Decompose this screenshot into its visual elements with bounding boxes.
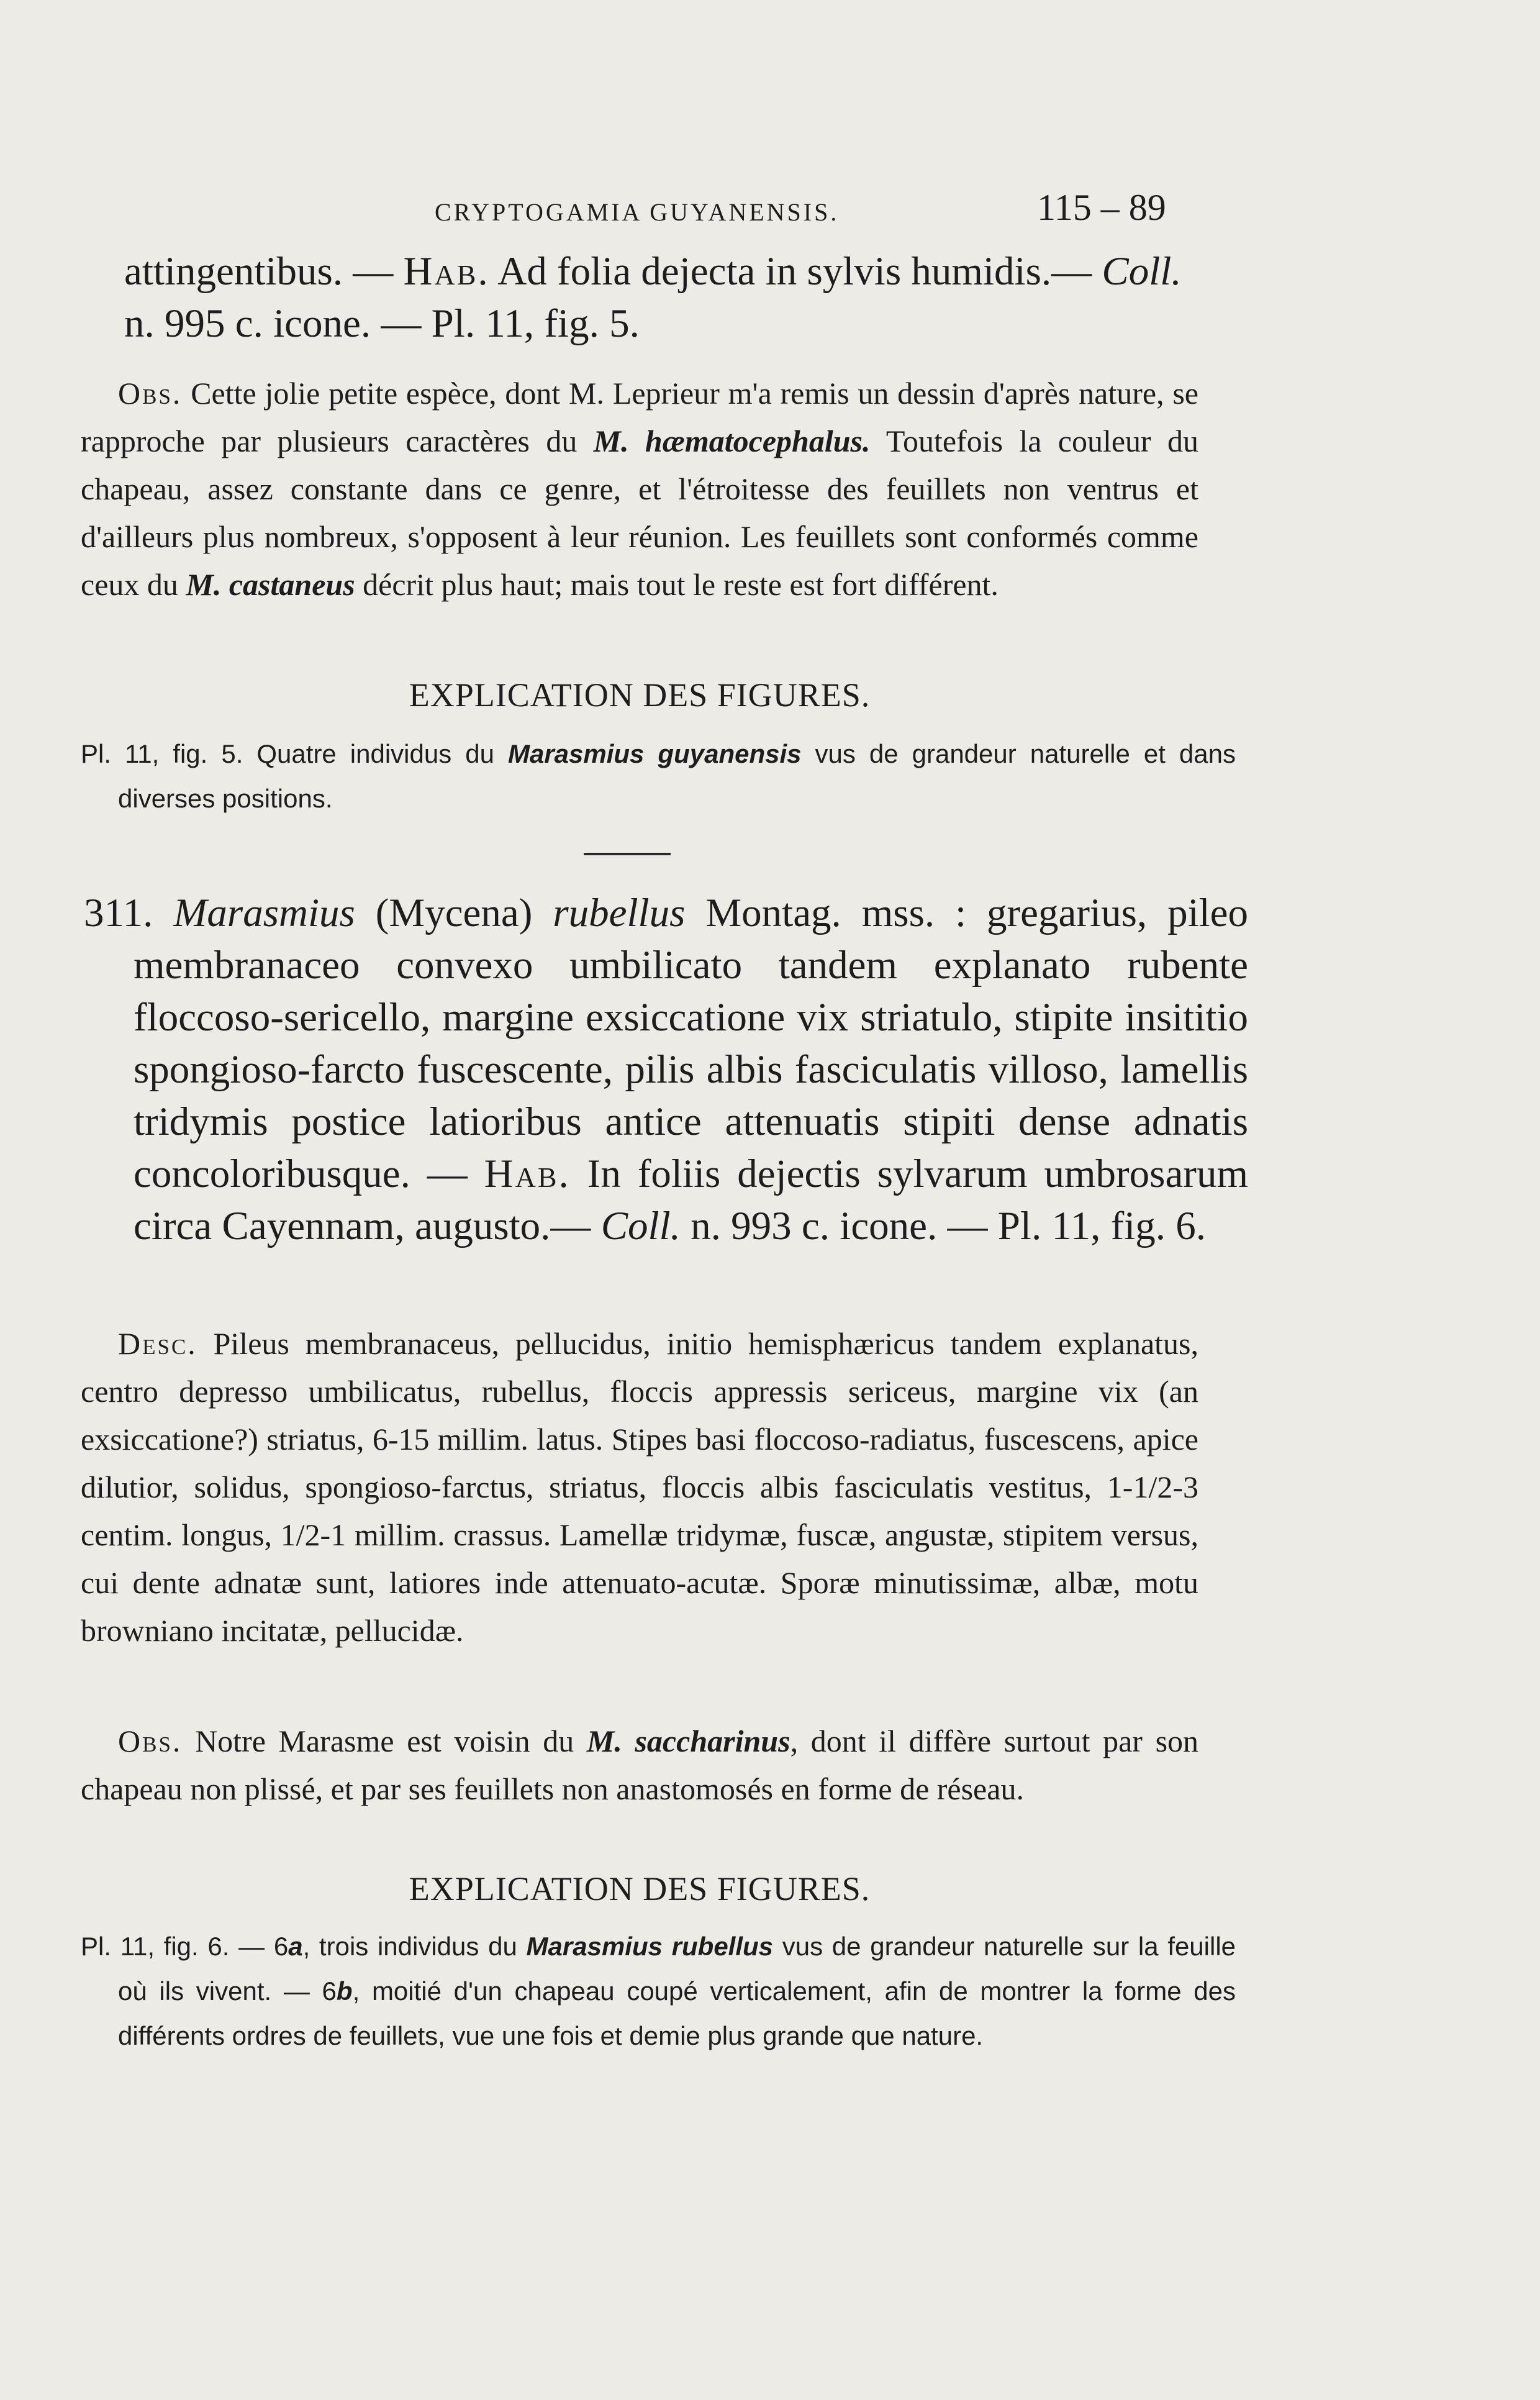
caption2-species: Marasmius rubellus [526,1932,774,1961]
running-head: CRYPTOGAMIA GUYANENSIS. [435,198,840,226]
caption1-suffix: vus de grandeur naturelle et dans diverses positions. [118,739,1236,813]
obs2-text-b: , dont il diffère surtout par son chapeau non plissé, et par ses feuillets non anastomosés en forme de réseau. [81,1724,1199,1806]
obs1-text-a: Cette jolie petite espèce, dont M. Leprieur m'a remis un dessin d'après nature, se rapproche par plusieurs caractères du [81,376,1198,458]
observation-paragraph-1 [81,370,1198,609]
obs2-text-a: Notre Marasme est voisin du [195,1724,574,1758]
entry-311-text-a: Montag. mss. : gregarius, pileo membranaceo convexo umbilicato tandem explanato rubente floccoso-sericello, margine exsiccatione vix striatulo, stipite insititio spongioso-farcto fuscescente, pilis albis fasciculatis villoso, lamellis tridymis postice latioribus antice attenuatis stipiti dense adnatis concoloribusque. — [134,891,1249,1196]
separator-rule [584,853,671,855]
genus-name: Marasmius [173,891,355,935]
obs1-text-c: décrit plus haut; mais tout le reste est fort différent. [363,567,999,602]
caption2-fig-b: b [336,1976,353,2006]
obs-label: Obs. [118,1724,183,1758]
section-heading-1: EXPLICATION DES FIGURES. [409,676,871,714]
caption2-text-b: vus de grandeur naturelle sur la feuille où ils vivent. — 6 [118,1932,1236,2006]
obs1-species-1: M. hæmatocephalus. [593,424,871,458]
caption2-text-c: , moitié d'un chapeau coupé verticalement, afin de montrer la forme des différents ordres de feuillets, vue une fois et demie plus grande que nature. [118,1976,1236,2050]
obs1-species-2: M. castaneus [186,567,355,602]
entry-number: 311. [84,891,153,935]
habitat-label: Hab. [403,249,490,294]
entry-310-line1a: attingentibus. — [124,249,394,294]
entry-310-line1b: Ad folia dejecta in sylvis humidis.— [497,249,1092,294]
species-name: rubellus [553,891,686,935]
figure-caption-1 [81,732,1236,821]
obs-label: Obs. [118,376,183,411]
habitat-label: Hab. [484,1152,571,1196]
desc-text: Pileus membranaceus, pellucidus, initio hemisphæricus tandem explanatus, centro depresso umbilicatus, rubellus, floccis appressis sericeus, margine vix (an exsiccatione?) striatus, 6-15 millim. latus. Stipes basi floccoso-radiatus, fuscescens, apice dilutior, solidus, spongioso-farctus, striatus, floccis albis fasciculatis vestitus, 1-1/2-3 centim. longus, 1/2-1 millim. crassus. Lamellæ tridymæ, fuscæ, angustæ, stipitem versus, cui dente adnatæ sunt, latiores inde attenuato-acutæ. Sporæ minutissimæ, albæ, motu browniano incitatæ, pellucidæ. [81,1326,1199,1648]
entry-311-text-c: n. 993 c. icone. — Pl. 11, fig. 6. [691,1204,1207,1248]
collection-label: Coll. [1102,249,1182,294]
figure-caption-2 [81,1924,1236,2058]
page-number: 115 – 89 [1037,187,1166,228]
section-heading-2: EXPLICATION DES FIGURES. [409,1870,871,1907]
obs1-text-b: Toutefois la couleur du chapeau, assez constante dans ce genre, et l'étroitesse des feuillets non ventrus et d'ailleurs plus nombreux, s'opposent à leur réunion. Les feuillets sont conformés comme ceux du [81,424,1198,602]
collection-label: Coll. [600,1204,681,1248]
subgenus-name: (Mycena) [375,891,533,935]
desc-label: Desc. [118,1326,197,1361]
caption1-prefix: Pl. 11, fig. 5. Quatre individus du [81,739,494,768]
entry-310-end [124,245,1198,350]
entry-310-line2: n. 995 c. icone. — Pl. 11, fig. 5. [124,301,640,346]
caption2-fig-a: a [288,1932,303,1961]
description-paragraph [81,1320,1198,1655]
entry-311-text-b: In foliis dejectis sylvarum umbrosarum circa Cayennam, augusto.— [134,1152,1249,1248]
caption2-text-a: , trois individus du [302,1932,517,1961]
obs2-species: M. saccharinus [586,1724,790,1758]
observation-paragraph-2 [81,1717,1198,1813]
caption2-prefix: Pl. 11, fig. 6. — 6 [81,1932,289,1961]
caption1-species: Marasmius guyanensis [507,739,802,768]
entry-311 [84,887,1248,1252]
